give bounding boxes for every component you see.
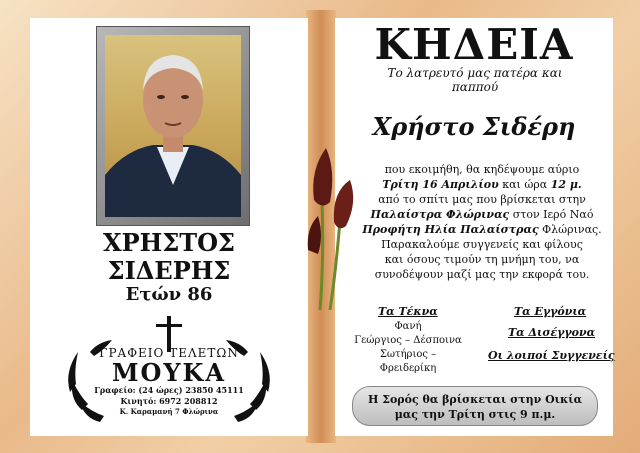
deceased-name-last: ΣΙΔΕΡΗΣ [107, 256, 231, 285]
logo-address: Κ. Καραμανή 7 Φλώρινα [119, 407, 219, 416]
body-line-4-rest: στον Ιερό Ναό [509, 208, 594, 221]
grandchildren-heading: Τα Εγγόνια [514, 305, 587, 318]
child-3: Σωτήριος – Φρειδερίκη [379, 349, 437, 374]
funeral-time: 12 μ. [550, 178, 582, 191]
child-2: Γεώργιος – Δέσποινα [354, 335, 462, 346]
portrait-frame [96, 26, 250, 226]
body-line-4 [352, 207, 612, 222]
other-relatives-heading: Οι λοιποί Συγγενείς [488, 349, 615, 362]
funeral-date: Τρίτη 16 Απριλίου [382, 178, 499, 191]
body-line-7: και όσους τιμούν τη μνήμη του, να [384, 253, 580, 266]
body-line-3: από το σπίτι μας που βρίσκεται στην [378, 193, 586, 206]
logo-office-label: ΓΡΑΦΕΙΟ ΤΕΛΕΤΩΝ [99, 346, 239, 360]
logo-office-phone: Γραφείο: (24 ώρες) 23850 45111 [94, 385, 244, 395]
subtitle-line-2: παππού [451, 80, 499, 94]
deceased-age: Ετών 86 [125, 284, 213, 305]
body-line-2-mid: και ώρα [498, 178, 551, 191]
subtitle [355, 66, 595, 94]
body-line-5 [352, 222, 612, 237]
children-list [352, 320, 464, 376]
notice-line-1: Η Σορός θα βρίσκεται στην Οικία [367, 393, 583, 406]
children-heading: Τα Τέκνα [378, 305, 438, 318]
body-line-6: Παρακαλούμε συγγενείς και φίλους [381, 238, 583, 251]
logo-mobile-phone: Κινητό: 6972 208812 [120, 396, 218, 406]
deceased-full-name: Χρήστο Σιδέρη [372, 112, 576, 141]
announcement-body [352, 162, 612, 282]
great-grandchildren-heading: Τα Δισέγγονα [508, 326, 596, 339]
notice-line-2: μας την Τρίτη στις 9 π.μ. [394, 408, 556, 421]
child-1: Φανή [394, 321, 422, 332]
deceased-name-first: ΧΡΗΣΤΟΣ [102, 228, 236, 257]
body-line-1: που εκοιμήθη, θα κηδέψουμε αύριο [384, 163, 580, 176]
subtitle-line-1: Το λατρευτό μας πατέρα και [387, 66, 563, 80]
body-line-5-rest: Φλώρινας. [538, 223, 602, 236]
portrait-figure [105, 35, 241, 217]
body-line-2 [352, 177, 612, 192]
logo-brand-name: ΜΟΥΚΑ [111, 358, 227, 387]
body-line-8: συνοδέψουν μαζί μας την εκφορά του. [374, 268, 590, 281]
portrait-photo [105, 35, 241, 217]
funeral-title: ΚΗΔΕΙΑ [374, 20, 574, 69]
church-name: Προφήτη Ηλία Παλαίστρας [362, 223, 539, 236]
wake-notice [352, 386, 598, 426]
village-name: Παλαίστρα Φλώρινας [370, 208, 510, 221]
